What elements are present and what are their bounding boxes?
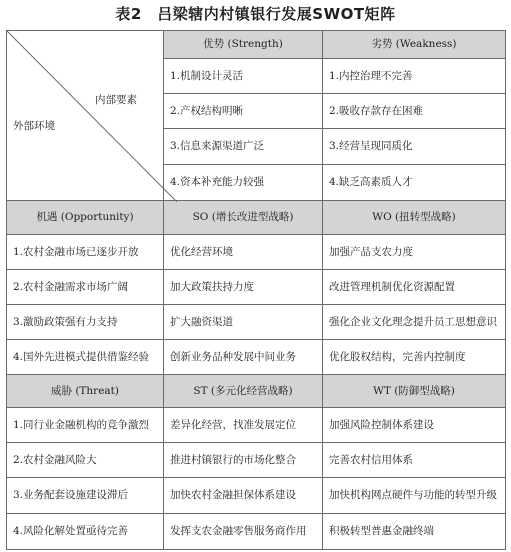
swot-matrix-table [6, 30, 506, 550]
corner-cell [7, 31, 164, 201]
opportunity-cell: 2.农村金融需求市场广阔 [7, 270, 164, 305]
header-wt: WT (防御型战略) [323, 375, 506, 408]
st-cell: 发挥支农金融零售服务商作用 [164, 514, 323, 550]
table-row [7, 375, 506, 408]
internal-factors-label: 内部要素 [95, 94, 137, 106]
external-environment-label: 外部环境 [13, 120, 55, 132]
weakness-cell: 3.经营呈现同质化 [323, 129, 506, 165]
weakness-cell: 1.内控治理不完善 [323, 59, 506, 94]
weakness-cell: 2.吸收存款存在困难 [323, 94, 506, 129]
table-row [7, 340, 506, 375]
so-cell: 创新业务品种发展中间业务 [164, 340, 323, 375]
threat-cell: 4.风险化解处置亟待完善 [7, 514, 164, 550]
header-strength: 优势 (Strength) [164, 31, 323, 59]
so-cell: 扩大融资渠道 [164, 305, 323, 340]
wt-cell: 加快机构网点硬件与功能的转型升级 [323, 478, 506, 514]
opportunity-cell: 3.激励政策强有力支持 [7, 305, 164, 340]
threat-cell: 1.同行业金融机构的竞争激烈 [7, 408, 164, 443]
wt-cell: 完善农村信用体系 [323, 443, 506, 478]
weakness-cell: 4.缺乏高素质人才 [323, 165, 506, 201]
opportunity-cell: 1.农村金融市场已逐步开放 [7, 235, 164, 270]
table-row [7, 201, 506, 235]
opportunity-cell: 4.国外先进模式提供借鉴经验 [7, 340, 164, 375]
threat-cell: 2.农村金融风险大 [7, 443, 164, 478]
st-cell: 推进村镇银行的市场化整合 [164, 443, 323, 478]
header-st: ST (多元化经营战略) [164, 375, 323, 408]
wt-cell: 积极转型普惠金融终端 [323, 514, 506, 550]
wt-cell: 加强风险控制体系建设 [323, 408, 506, 443]
table-row [7, 443, 506, 478]
wo-cell: 加强产品支农力度 [323, 235, 506, 270]
table-title: 表2 吕梁辖内村镇银行发展SWOT矩阵 [115, 5, 396, 23]
strength-cell: 2.产权结构明晰 [164, 94, 323, 129]
so-cell: 优化经营环境 [164, 235, 323, 270]
st-cell: 差异化经营，找准发展定位 [164, 408, 323, 443]
wo-cell: 强化企业文化理念提升员工思想意识 [323, 305, 506, 340]
table-row [7, 235, 506, 270]
header-so: SO (增长改进型战略) [164, 201, 323, 235]
strength-cell: 1.机制设计灵活 [164, 59, 323, 94]
strength-cell: 4.资本补充能力较强 [164, 165, 323, 201]
wo-cell: 改进管理机制优化资源配置 [323, 270, 506, 305]
so-cell: 加大政策扶持力度 [164, 270, 323, 305]
threat-cell: 3.业务配套设施建设滞后 [7, 478, 164, 514]
header-threat: 威胁 (Threat) [7, 375, 164, 408]
table-row [7, 478, 506, 514]
table-row [7, 31, 506, 59]
table-row [7, 270, 506, 305]
table-row [7, 305, 506, 340]
header-weakness: 劣势 (Weakness) [323, 31, 506, 59]
st-cell: 加快农村金融担保体系建设 [164, 478, 323, 514]
wo-cell: 优化股权结构，完善内控制度 [323, 340, 506, 375]
table-row [7, 408, 506, 443]
corner-diagonal-line [7, 31, 177, 202]
strength-cell: 3.信息来源渠道广泛 [164, 129, 323, 165]
header-wo: WO (扭转型战略) [323, 201, 506, 235]
table-row [7, 514, 506, 550]
header-opportunity: 机遇 (Opportunity) [7, 201, 164, 235]
